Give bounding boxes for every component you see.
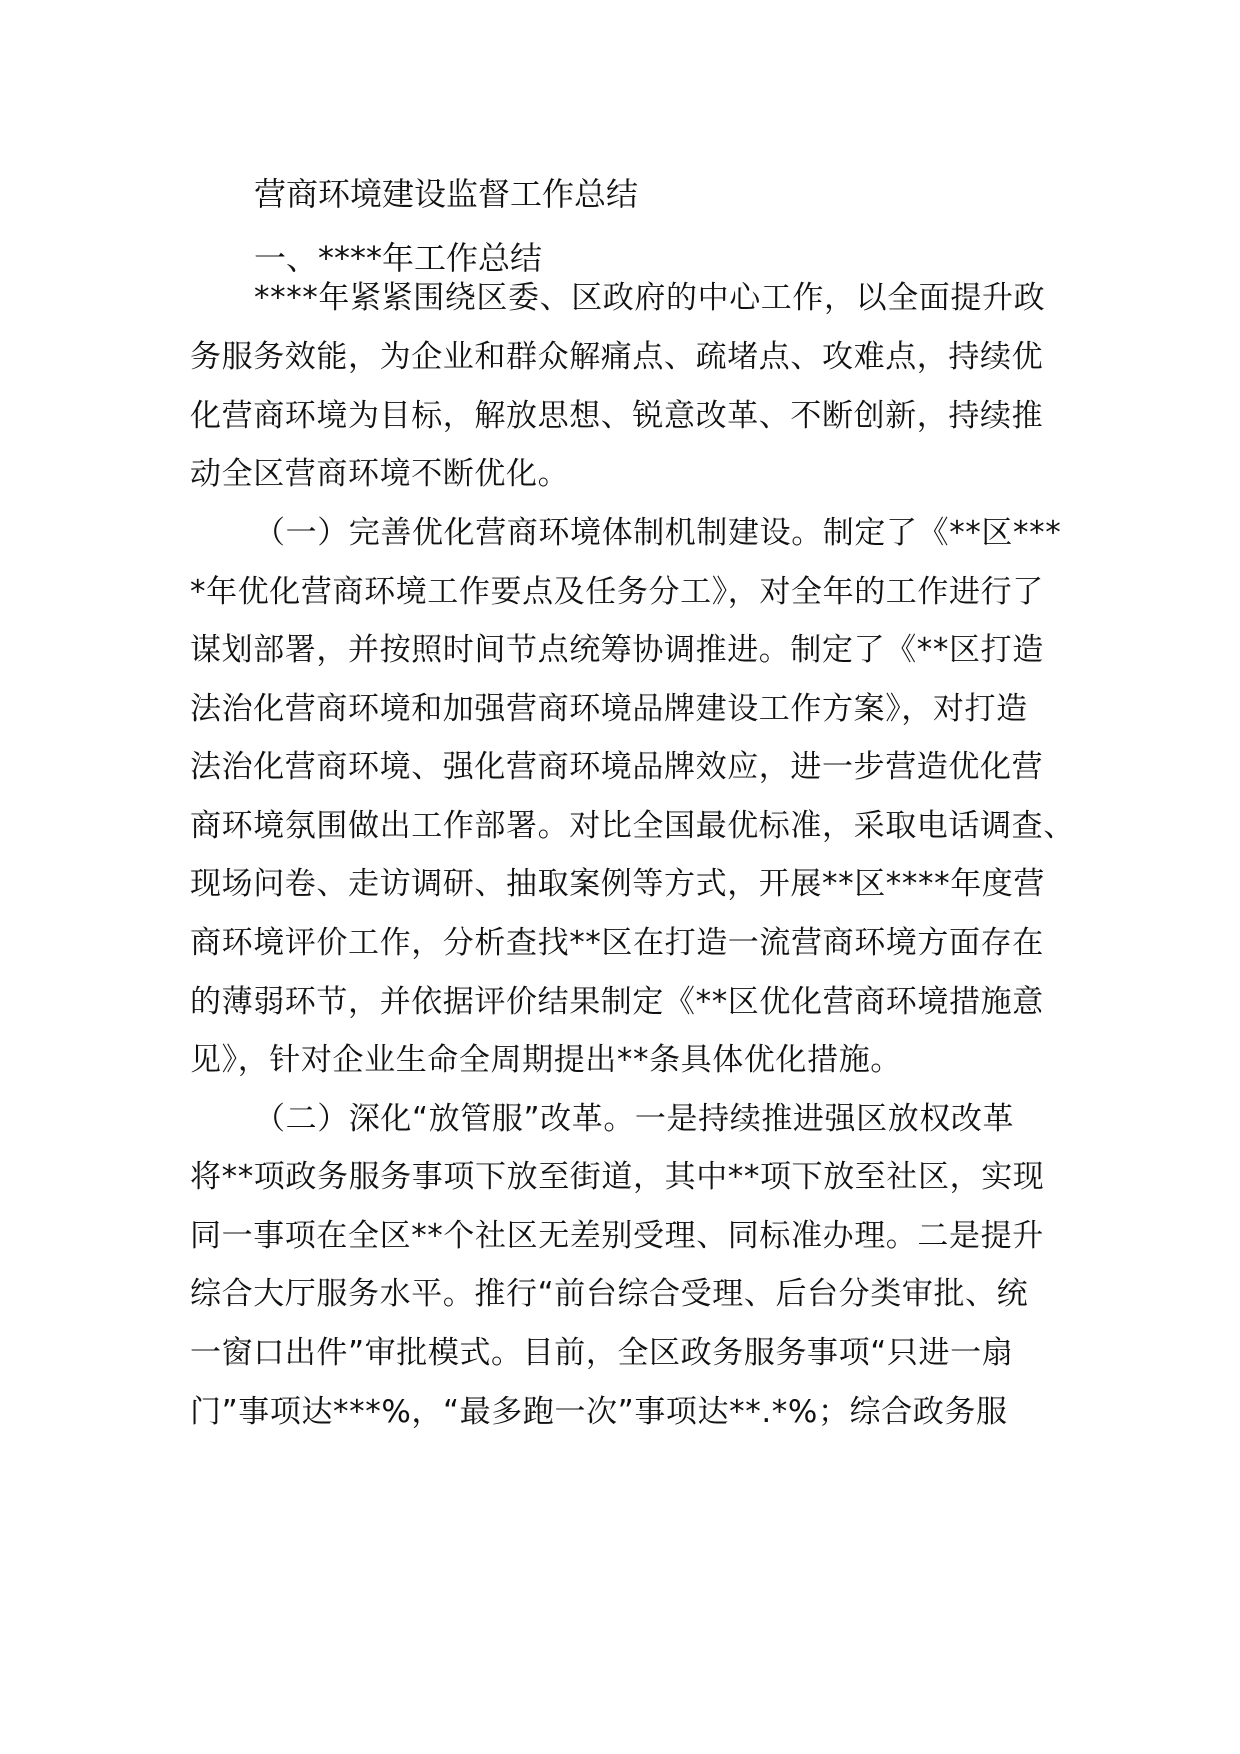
paragraph-3-line-1: （二）深化“放管服”改革。一是持续推进强区放权改革 — [254, 1101, 1015, 1137]
paragraph-2-line-9: 的薄弱环节，并依据评价结果制定《**区优化营商环境措施意 — [190, 984, 1044, 1020]
paragraph-1-line-4: 动全区营商环境不断优化。 — [190, 456, 570, 492]
paragraph-2-line-6: 商环境氛围做出工作部署。对比全国最优标准，采取电话调查、 — [190, 808, 1075, 844]
paragraph-1-line-2: 务服务效能，为企业和群众解痛点、疏堵点、攻难点，持续优 — [190, 339, 1044, 375]
paragraph-2-line-2: *年优化营商环境工作要点及任务分工》，对全年的工作进行了 — [190, 574, 1044, 610]
paragraph-2-line-4: 法治化营商环境和加强营商环境品牌建设工作方案》，对打造 — [190, 691, 1028, 727]
paragraph-2-line-7: 现场问卷、走访调研、抽取案例等方式，开展**区****年度营 — [190, 866, 1045, 902]
paragraph-3-line-5: 一窗口出件”审批模式。目前，全区政务服务事项“只进一扇 — [190, 1335, 1014, 1371]
paragraph-3-line-2: 将**项政务服务事项下放至街道，其中**项下放至社区，实现 — [190, 1159, 1045, 1195]
paragraph-1-line-1: ****年紧紧围绕区委、区政府的中心工作，以全面提升政 — [254, 280, 1046, 316]
section-heading: 一、****年工作总结 — [254, 239, 543, 277]
paragraph-3-line-3: 同一事项在全区**个社区无差别受理、同标准办理。二是提升 — [190, 1218, 1044, 1254]
paragraph-2-line-5: 法治化营商环境、强化营商环境品牌效应，进一步营造优化营 — [190, 749, 1044, 785]
paragraph-2-line-10: 见》，针对企业生命全周期提出**条具体优化措施。 — [190, 1042, 902, 1078]
paragraph-2-line-8: 商环境评价工作，分析查找**区在打造一流营商环境方面存在 — [190, 925, 1044, 961]
paragraph-1-line-3: 化营商环境为目标，解放思想、锐意改革、不断创新，持续推 — [190, 398, 1044, 434]
document-title: 营商环境建设监督工作总结 — [254, 175, 639, 213]
paragraph-2-line-1: （一）完善优化营商环境体制机制建设。制定了《**区*** — [254, 515, 1062, 551]
paragraph-2-line-3: 谋划部署，并按照时间节点统筹协调推进。制定了《**区打造 — [190, 632, 1044, 668]
paragraph-3-line-4: 综合大厅服务水平。推行“前台综合受理、后台分类审批、统 — [190, 1276, 1029, 1312]
paragraph-3-line-6: 门”事项达***%，“最多跑一次”事项达**.*%；综合政务服 — [190, 1394, 1008, 1430]
